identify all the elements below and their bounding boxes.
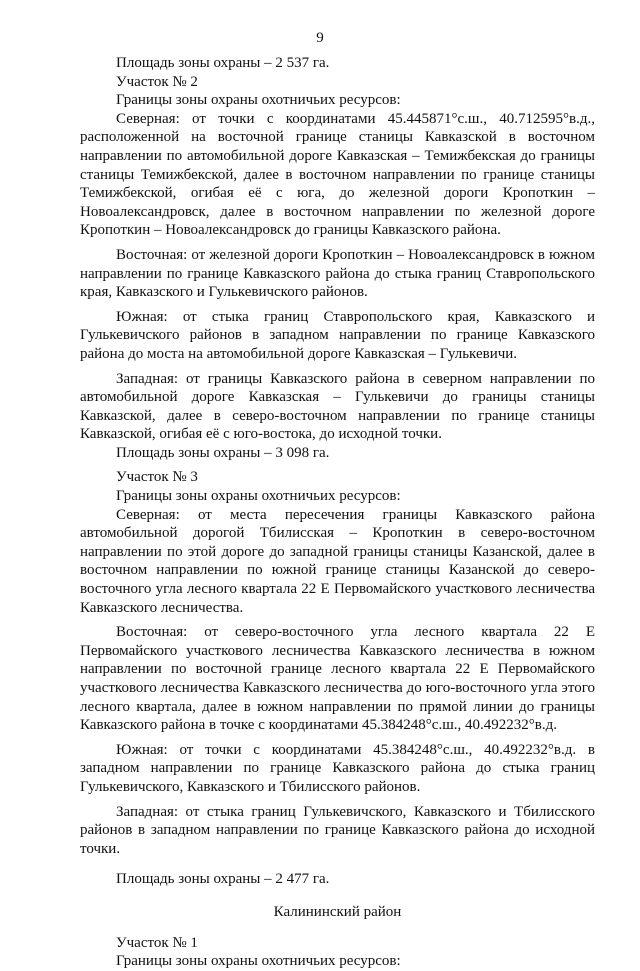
boundary-east: Восточная: от северо-восточного угла лесного квартала 22 Е Первомайского участкового лесничества Кавказского лесничества в южном направлении по восточной границе лесного квартала 22 Е Первомайского участкового лесничества Кавказского лесничества до юго-восточного угла этого лесного квартала, далее в южном направлении по прямой линии до границы Кавказского района в точке с координатами 45.384248°с.ш., 40.492232°в.д.	[80, 624, 595, 734]
page-number: 9	[316, 30, 324, 46]
boundary-west: Западная: от границы Кавказского района в северном направлении по автомобильной дороге Кавказская – Гулькевичи до границы станицы Кавказской, далее в северо-восточном направлении по границе станицы Кавказской, огибая её с юго-востока, до исходной точки.	[80, 370, 595, 443]
boundaries-heading: Границы зоны охраны охотничьих ресурсов:	[116, 488, 401, 505]
section-heading: Участок № 2	[116, 73, 198, 90]
zone-area-line: Площадь зоны охраны – 2 477 га.	[116, 871, 330, 888]
district-heading: Калининский район	[273, 903, 402, 920]
zone-area-line: Площадь зоны охраны – 3 098 га.	[116, 444, 330, 461]
zone-area-line: Площадь зоны охраны – 2 537 га.	[116, 55, 330, 71]
boundary-east: Восточная: от железной дороги Кропоткин – Новоалександровск в южном направлении по границе Кавказского района до стыка границ Ставропольского края, Кавказского и Гулькевичского районов.	[80, 246, 595, 301]
section-heading: Участок № 1	[116, 934, 198, 951]
boundary-north: Северная: от точки с координатами 45.445871°с.ш., 40.712595°в.д., расположенной на восточной границе станицы Кавказской в восточном направлении по автомобильной дороге Кавказская – Темижбекская до границы станицы Темижбекской, далее в восточном направлении по границе станицы Темижбекской, огибая её с юга, до железной дороги Кропоткин – Новоалександровск, далее в восточном направлении по железной дороге Кропоткин – Новоалександровск до границы Кавказского района.	[80, 110, 595, 239]
boundaries-heading: Границы зоны охраны охотничьих ресурсов:	[116, 92, 401, 109]
document-body	[80, 54, 595, 971]
boundary-west: Западная: от стыка границ Гулькевичского, Кавказского и Тбилисского районов в западном направлении по границе Кавказского района до исходной точки.	[80, 803, 595, 857]
boundaries-heading: Границы зоны охраны охотничьих ресурсов:	[116, 953, 401, 970]
boundary-south: Южная: от точки с координатами 45.384248°с.ш., 40.492232°в.д. в западном направлении по границе Кавказского района до стыка границ Гулькевичского, Кавказского и Тбилисского районов.	[80, 741, 595, 795]
boundary-north: Северная: от места пересечения границы Кавказского района автомобильной дорогой Тбилисская – Кропоткин в северо-восточном направлении по этой дороге до западной границы станицы Казанской, далее в восточном направлении по южной границе станицы Казанской до северо-восточного угла лесного квартала 22 Е Первомайского участкового лесничества Кавказского лесничества.	[80, 506, 595, 616]
boundary-south: Южная: от стыка границ Ставропольского края, Кавказского и Гулькевичского районов в западном направлении по границе Кавказского района до моста на автомобильной дороге Кавказская – Гулькевичи.	[80, 308, 595, 362]
section-heading: Участок № 3	[116, 469, 198, 486]
